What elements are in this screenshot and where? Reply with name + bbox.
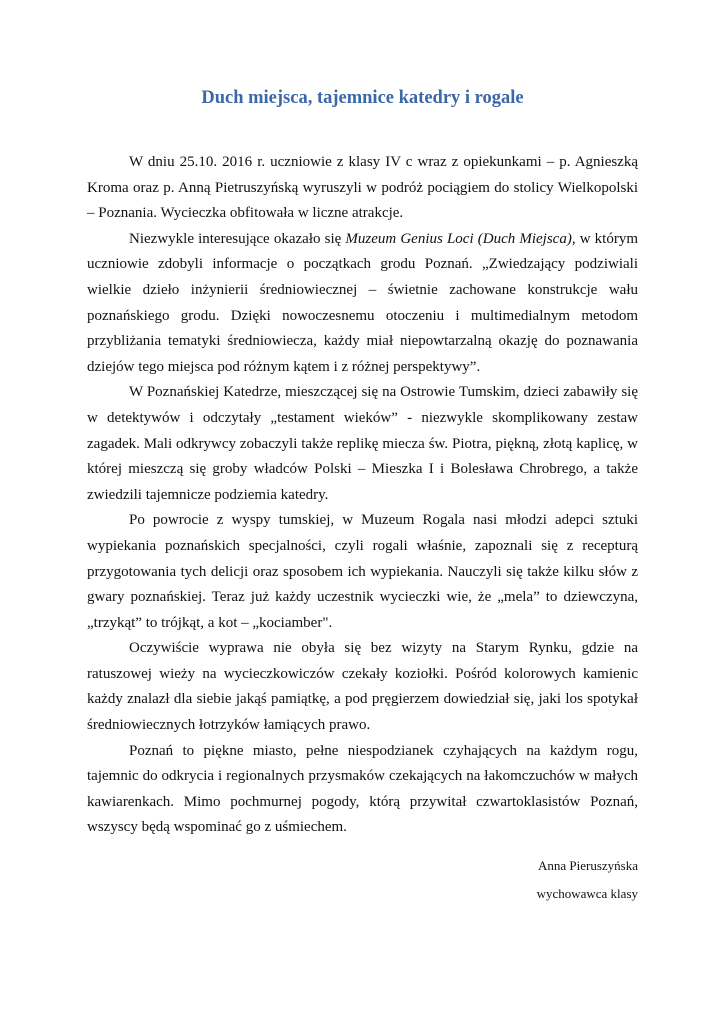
paragraph-2-after: , w którym uczniowie zdobyli informacje o początkach grodu Poznań. „Zwiedzający podziwiali wielkie dzieło inżynierii średniowiecznej – świetnie zachowane konstrukcje wału poznańskiego grodu. Dzięki nowoczesnemu otoczeniu i multimedialnym metodom przybliżania tematyki średniowiecza, każdy miał niepowtarzalną okazję do poznawania dziejów tego miejsca pod różnym kątem i z różnej perspektywy”. [87, 230, 638, 375]
paragraph-3: W Poznańskiej Katedrze, mieszczącej się na Ostrowie Tumskim, dzieci zabawiły się w detektywów i odczytały „testament wieków” - niezwykle skomplikowany zestaw zagadek. Mali odkrywcy zobaczyli także replikę miecza św. Piotra, piękną, złotą kaplicę, w której mieszczą się groby władców Polski – Mieszka I i Bolesława Chrobrego, a także zwiedzili tajemnicze podziemia katedry. [87, 384, 638, 503]
signature-name: Anna Pieruszyńska [537, 858, 638, 873]
paragraph-5: Oczywiście wyprawa nie obyła się bez wizyty na Starym Rynku, gdzie na ratuszowej wieży na wycieczkowiczów czekały koziołki. Pośród kolorowych kamienic każdy znalazł dla siebie jakąś pamiątkę, a pod pręgierzem dowiedział się, jaki los spotykał średniowiecznych łotrzyków łamiących prawo. [87, 640, 638, 734]
paragraph-2-before: Niezwykle interesujące okazało się [129, 230, 346, 247]
article-body [87, 150, 638, 841]
paragraph-2 [87, 227, 638, 381]
paragraph-4: Po powrocie z wyspy tumskiej, w Muzeum Rogala nasi młodzi adepci sztuki wypiekania poznańskich specjalności, czyli rogali właśnie, zapoznali się z recepturą przygotowania tych delicji oraz sposobem ich wypiekania. Nauczyli się także kilku słów z gwary poznańskiej. Teraz już każdy uczestnik wycieczki wie, że „mela” to dziewczyna, „trzykąt” to trójkąt, a kot – „kociamber". [87, 512, 638, 631]
signature-role: wychowawca klasy [536, 886, 638, 901]
museum-name-emphasis: Muzeum Genius Loci (Duch Miejsca) [345, 230, 572, 247]
paragraph-1: W dniu 25.10. 2016 r. uczniowie z klasy IV c wraz z opiekunkami – p. Agnieszką Kroma oraz p. Anną Pietruszyńską wyruszyli w podróż pociągiem do stolicy Wielkopolski – Poznania. Wycieczka obfitowała w liczne atrakcje. [87, 154, 638, 222]
page-title: Duch miejsca, tajemnice katedry i rogale [201, 88, 524, 108]
paragraph-6: Poznań to piękne miasto, pełne niespodzianek czyhających na każdym rogu, tajemnic do odkrycia i regionalnych przysmaków czekających na łakomczuchów w małych kawiarenkach. Mimo pochmurnej pogody, którą przywitał czwartoklasistów Poznań, wszyscy będą wspominać go z uśmiechem. [87, 742, 638, 836]
